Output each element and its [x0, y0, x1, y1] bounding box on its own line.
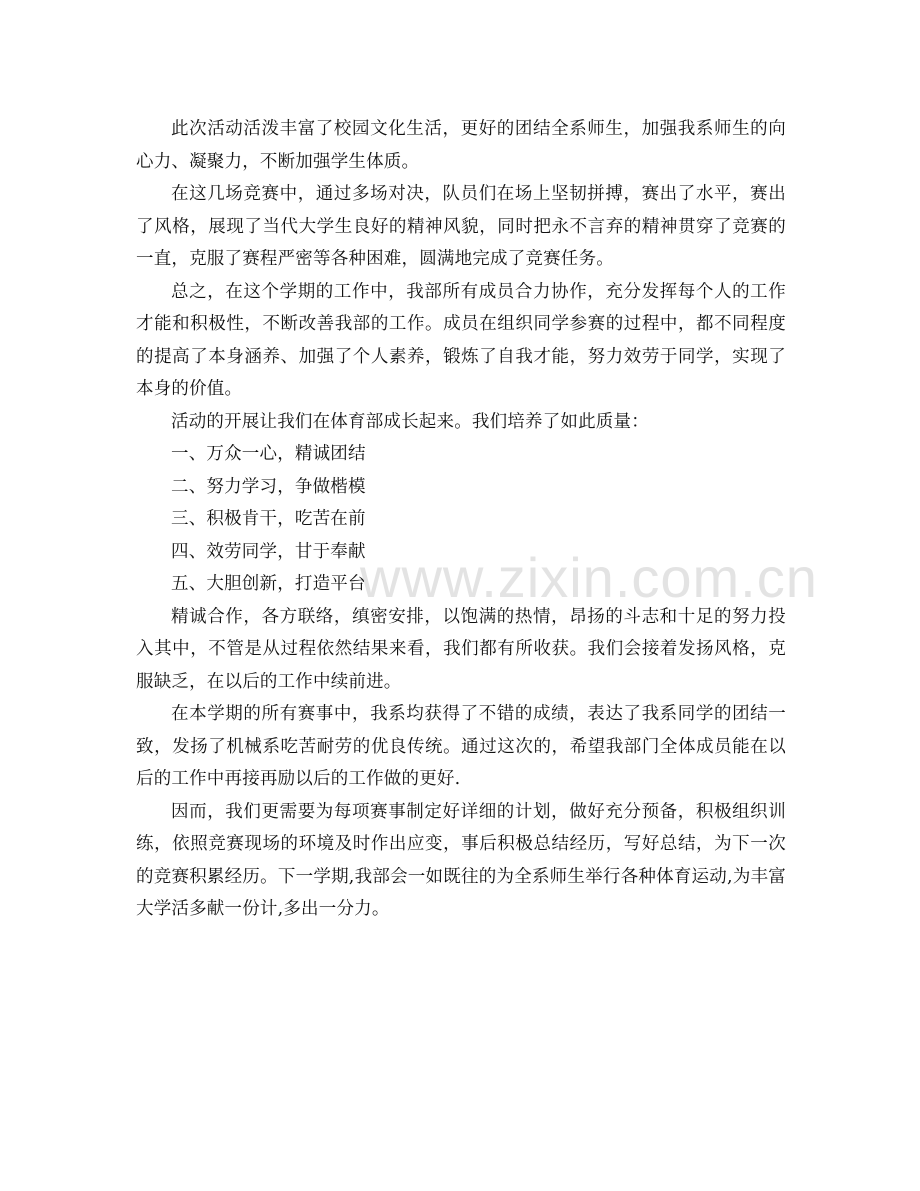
list-item-1: 一、万众一心，精诚团结	[171, 444, 366, 464]
paragraph-6: 在本学期的所有赛事中，我系均获得了不错的成绩，表达了我系同学的团结一致，发扬了机械系吃苦耐劳的优良传统。通过这次的，希望我部门全体成员能在以后的工作中再接再励以后的工作做的更好.	[136, 704, 786, 789]
paragraph-1: 此次活动活泼丰富了校园文化生活，更好的团结全系师生，加强我系师生的向心力、凝聚力，不断加强学生体质。	[136, 119, 786, 172]
watermark: www.zixin.com.cn	[360, 546, 818, 609]
paragraph-2: 在这几场竞赛中，通过多场对决，队员们在场上坚韧拼搏，赛出了水平，赛出了风格，展现了当代大学生良好的精神风貌，同时把永不言弃的精神贯穿了竞赛的一直，克服了赛程严密等各种困难，圆满地完成了竞赛任务。	[136, 184, 786, 269]
list-item-3: 三、积极肯干，吃苦在前	[171, 509, 366, 529]
list-item-4: 四、效劳同学，甘于奉献	[171, 541, 366, 562]
paragraph-4: 活动的开展让我们在体育部成长起来。我们培养了如此质量：	[171, 411, 649, 432]
paragraph-3: 总之，在这个学期的工作中，我部所有成员合力协作，充分发挥每个人的工作才能和积极性，不断改善我部的工作。成员在组织同学参赛的过程中，都不同程度的提高了本身涵养、加强了个人素养，锻炼了自我才能，努力效劳于同学，实现了本身的价值。	[136, 281, 786, 399]
list-item-2: 二、努力学习，争做楷模	[171, 476, 366, 497]
paragraph-5: 精诚合作，各方联络，缜密安排，以饱满的热情，昂扬的斗志和十足的努力投入其中，不管是从过程依然结果来看，我们都有所收获。我们会接着发扬风格，克服缺乏，在以后的工作中续前进。	[136, 606, 786, 692]
list-item-5: 五、大胆创新，打造平台	[171, 574, 366, 594]
document-body	[136, 113, 786, 926]
paragraph-7: 因而，我们更需要为每项赛事制定好详细的计划，做好充分预备，积极组织训练，依照竞赛现场的环境及时作出应变，事后积极总结经历，写好总结，为下一次的竞赛积累经历。下一学期,我部会一如既往的为全系师生举行各种体育运动,为丰富大学活多献一份计,多出一分力。	[136, 801, 786, 919]
